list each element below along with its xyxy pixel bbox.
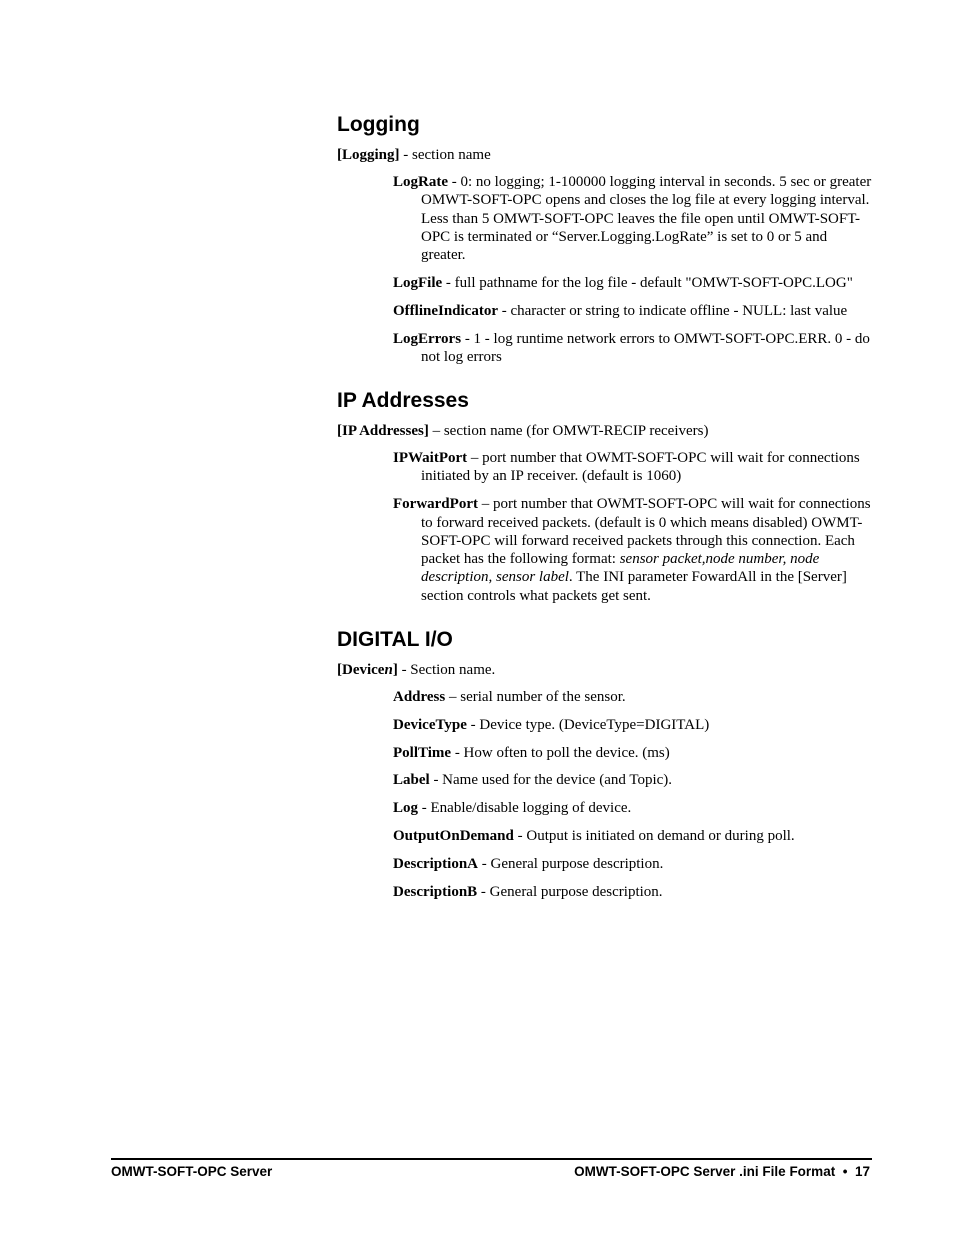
param-desc: – port number that OWMT-SOFT-OPC will wait for connections to forward received packets. (default is 0 which means disabled) OWMT-SOFT-OPC will forward received packets through this connection. Each packet has the following format: [421,496,871,568]
section-name-line [337,146,874,164]
section-key: [Logging] [337,147,400,163]
param-desc: - Name used for the device (and Topic). [429,772,673,789]
footer-right [574,1164,870,1180]
param-key: DescriptionA [393,855,478,872]
param-forwardport [393,495,874,605]
section-name-line [337,661,874,679]
param-key: Address [393,689,446,706]
section-desc: - section name [399,147,491,163]
param-key: DescriptionB [393,883,478,900]
param-key: LogFile [393,274,443,291]
param-desc: - Enable/disable logging of device. [418,800,632,817]
param-desc: - Device type. (DeviceType=DIGITAL) [466,716,710,733]
param-desc: - General purpose description. [477,883,663,900]
section-desc: - Section name. [397,662,496,679]
param-key: PollTime [393,744,452,761]
param-polltime [393,744,874,762]
section-logging [337,112,874,366]
section-desc: – section name (for OMWT-RECIP receivers) [428,423,709,440]
param-ipwaitport [393,449,874,486]
param-desc: - full pathname for the log file - default "OMWT-SOFT-OPC.LOG" [442,274,853,291]
param-logerrors [393,330,874,367]
section-digital-io [337,627,874,901]
param-outputondemand [393,827,874,845]
param-desc: - How often to poll the device. (ms) [451,744,670,761]
param-descriptiona [393,855,874,873]
param-key: DeviceType [393,716,467,733]
param-desc: – port number that OWMT-SOFT-OPC will wait for connections initiated by an IP receiver. (default is 1060) [421,450,860,485]
section-heading: Logging [337,113,420,136]
param-logfile [393,274,874,292]
param-descriptionb [393,883,874,901]
param-desc: - 1 - log runtime network errors to OMWT-SOFT-OPC.ERR. 0 - do not log errors [421,330,870,365]
param-desc: - 0: no logging; 1-100000 logging interval in seconds. 5 sec or greater OMWT-SOFT-OPC opens and closes the log file at every logging interval. Less than 5 OMWT-SOFT-OPC leaves the file open until OMWT-SOFT-OPC is terminated or “Server.Logging.LogRate” is set to 0 or 5 and greater. [421,174,872,264]
param-key: IPWaitPort [393,450,468,467]
section-heading: DIGITAL I/O [337,628,453,652]
footer-title: OMWT-SOFT-OPC Server .ini File Format [574,1164,836,1179]
param-devicetype [393,716,874,734]
param-key: ForwardPort [393,496,478,513]
param-key: Label [393,772,430,789]
param-desc: - character or string to indicate offline - NULL: last value [498,302,848,319]
param-key: LogErrors [393,330,462,347]
section-key-pre: [Device [337,662,385,679]
param-lograte [393,173,874,264]
footer-left: OMWT-SOFT-OPC Server [111,1164,273,1179]
footer-bullet: • [842,1164,848,1179]
param-desc: - General purpose description. [478,855,664,872]
section-key: [IP Addresses] [337,423,429,440]
section-name-line [337,422,874,440]
param-key: Log [393,800,419,817]
page-number: 17 [854,1164,870,1179]
param-desc: - Output is initiated on demand or during poll. [513,828,795,845]
section-heading: IP Addresses [337,389,469,413]
section-key [337,662,398,678]
param-desc-format: sensor packet,node number, node description, sensor label [421,551,820,586]
param-log [393,799,874,817]
param-key: LogRate [393,174,448,190]
param-desc: – serial number of the sensor. [445,689,626,706]
page-footer [111,1158,872,1179]
param-desc-tail: . The INI parameter FowardAll in the [Server] section controls what packets get sent. [421,569,847,604]
param-address [393,688,874,706]
section-ip-addresses [337,388,874,605]
section-key-var: n [384,662,393,679]
param-offlineindicator [393,302,874,320]
param-key: OutputOnDemand [393,828,514,845]
page-content [337,112,874,923]
section-key-post: ] [392,662,398,679]
param-label [393,771,874,789]
param-key: OfflineIndicator [393,302,498,319]
